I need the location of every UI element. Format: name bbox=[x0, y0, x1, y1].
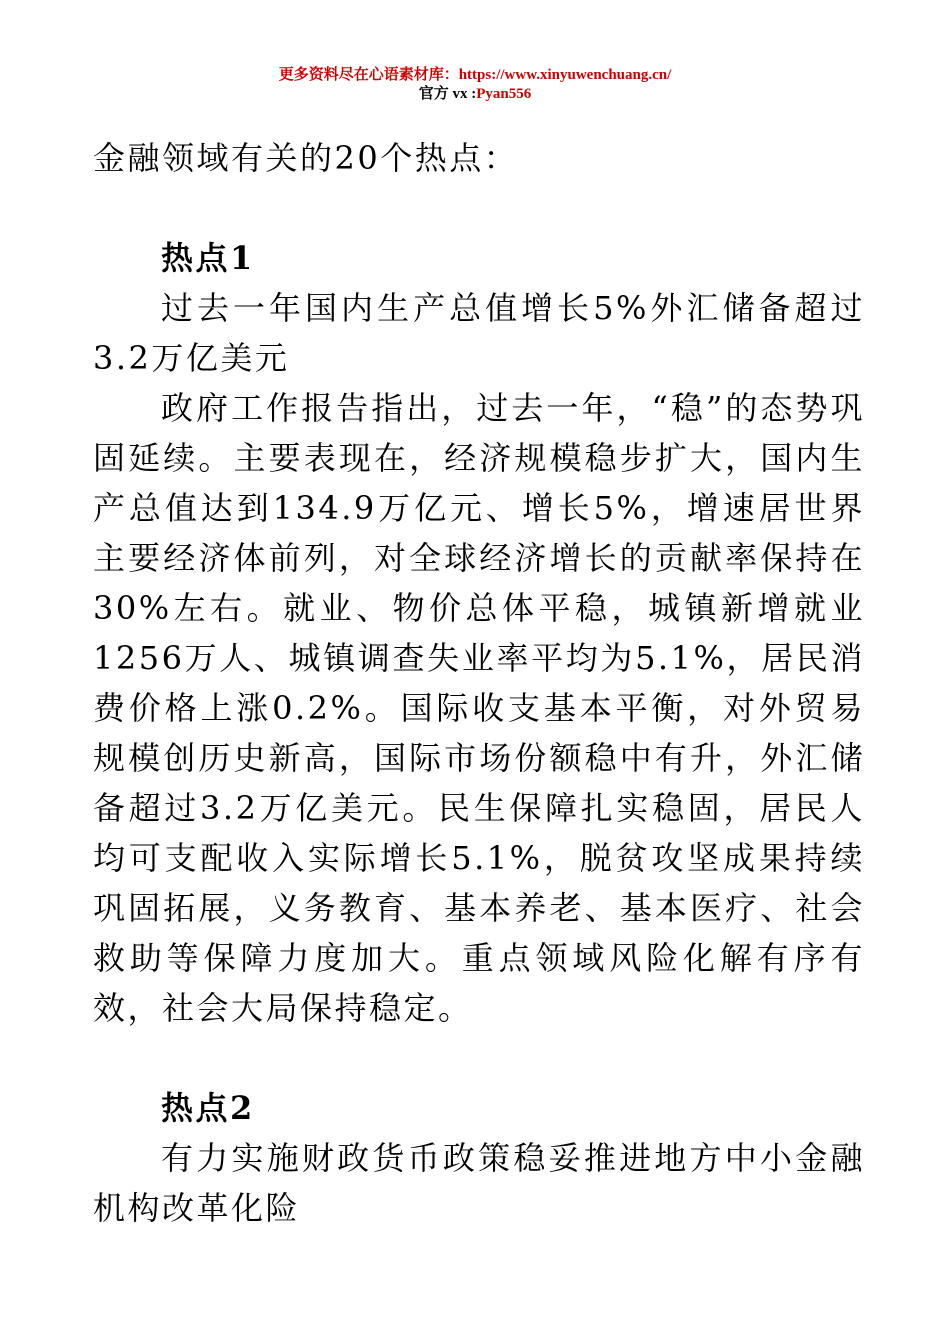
section-spacer bbox=[93, 183, 865, 233]
header-contact-id: Pyan556 bbox=[476, 86, 532, 102]
hotspot-1-title: 过去一年国内生产总值增长5%外汇储备超过3.2万亿美元 bbox=[93, 289, 865, 377]
hotspot-2-heading: 热点2 bbox=[161, 1089, 255, 1127]
intro-paragraph: 金融领域有关的20个热点： bbox=[93, 139, 519, 177]
section-spacer bbox=[93, 1033, 865, 1083]
hotspot-2-title: 有力实施财政货币政策稳妥推进地方中小金融机构改革化险 bbox=[93, 1139, 865, 1227]
header-contact-label: 官方 vx : bbox=[418, 86, 477, 102]
hotspot-1-heading: 热点1 bbox=[161, 239, 255, 277]
header-contact-line bbox=[0, 85, 950, 104]
document-body bbox=[93, 133, 865, 1233]
page-header bbox=[0, 66, 950, 104]
header-resource-line: 更多资料尽在心语素材库：https://www.xinyuwenchuang.cn/ bbox=[278, 67, 672, 83]
hotspot-1-body: 政府工作报告指出，过去一年，“稳”的态势巩固延续。主要表现在，经济规模稳步扩大，国内生产总值达到134.9万亿元、增长5%，增速居世界主要经济体前列，对全球经济增长的贡献率保持在30%左右。就业、物价总体平稳，城镇新增就业1256万人、城镇调查失业率平均为5.1%，居民消费价格上涨0.2%。国际收支基本平衡，对外贸易规模创历史新高，国际市场份额稳中有升，外汇储备超过3.2万亿美元。民生保障扎实稳固，居民人均可支配收入实际增长5.1%，脱贫攻坚成果持续巩固拓展，义务教育、基本养老、基本医疗、社会救助等保障力度加大。重点领域风险化解有序有效，社会大局保持稳定。 bbox=[93, 389, 865, 1027]
